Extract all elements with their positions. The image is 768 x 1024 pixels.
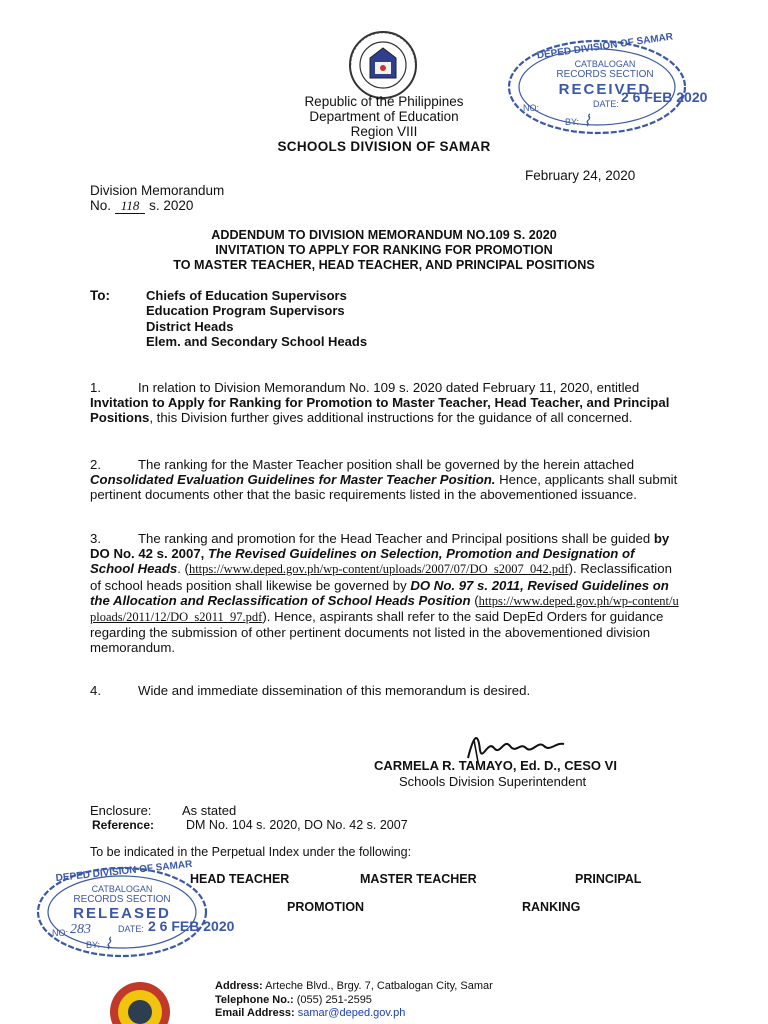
deped-seal-logo: [337, 30, 429, 100]
division-line: SCHOOLS DIVISION OF SAMAR: [277, 139, 491, 154]
received-stamp-by-label: BY:: [565, 117, 580, 127]
recipient-item: District Heads: [146, 318, 234, 334]
memo-number-suffix: s. 2020: [149, 198, 194, 213]
paragraph-number: 2.: [90, 457, 101, 472]
received-stamp-no-label: NO:: [523, 103, 540, 113]
paragraph-4: [90, 683, 690, 698]
paragraph-text: The ranking for the Master Teacher position shall be governed by the herein attached: [138, 457, 635, 472]
released-stamp-by-label: BY:: [86, 940, 101, 950]
paragraph-text: ). Hence, aspirants shall refer to the said DepEd Orders for guidance regarding the submission of other pertinent documents not listed in the abovementioned division memorandum.: [90, 609, 664, 656]
reference-label: Reference:: [92, 818, 155, 832]
deped-order-97-title: DO No. 97 s. 2011, Revised Guidelines on the Allocation and Reclassification of School Heads Position: [90, 577, 669, 608]
deped-order-title: The Revised Guidelines on Selection, Promotion and Designation of School Heads: [90, 546, 635, 577]
deped-order-97-link[interactable]: https://www.deped.gov.ph/wp-content/uploads/2011/12/DO_s2011_97.pdf: [90, 593, 679, 625]
received-stamp-date: 2 6 FEB 2020: [621, 89, 708, 105]
email-link[interactable]: samar@deped.gov.ph: [297, 1007, 406, 1019]
received-stamp-line1: DEPED DIVISION OF SAMAR: [536, 31, 674, 62]
memo-title: [0, 228, 768, 273]
released-stamp: [30, 858, 240, 962]
recipient-item: Chiefs of Education Supervisors: [146, 288, 347, 303]
phone-value: (055) 251-2595: [296, 993, 372, 1006]
enclosure-label: Enclosure:: [90, 803, 152, 818]
released-stamp-date: 2 6 FEB 2020: [148, 918, 235, 934]
referenced-title: Invitation to Apply for Ranking for Promotion to Master Teacher, Head Teacher, and Principal Positions: [90, 395, 670, 426]
signatory-position: Schools Division Superintendent: [399, 774, 587, 789]
paragraph-text: Hence, applicants shall submit pertinent documents other that the basic requirements listed in the abovementioned issuance.: [90, 472, 678, 503]
seal-text: [0, 0, 1, 1]
released-stamp-initials: ⌇: [104, 936, 112, 953]
department-line: Department of Education: [309, 109, 459, 124]
released-stamp-date-label: DATE:: [118, 924, 144, 934]
paragraph-1: [90, 380, 680, 426]
paragraph-text: (: [470, 592, 479, 608]
footer-contact: [215, 980, 493, 1021]
phone-label: Telephone No.:: [215, 993, 294, 1006]
title-line3: TO MASTER TEACHER, HEAD TEACHER, AND PRINCIPAL POSITIONS: [173, 258, 595, 272]
index-term-head-teacher: HEAD TEACHER: [190, 872, 290, 886]
paragraph-text: . (: [177, 561, 189, 577]
deped-order-ref: by DO No. 42 s. 2007,: [90, 531, 670, 562]
released-stamp-line1: DEPED DIVISION OF SAMAR: [55, 858, 193, 885]
received-stamp-line2: CATBALOGAN: [574, 59, 636, 69]
title-line1: ADDENDUM TO DIVISION MEMORANDUM NO.109 S. 2020: [211, 228, 557, 242]
paragraph-text: The ranking and promotion for the Head Teacher and Principal positions shall be guided: [138, 531, 654, 546]
paragraph-text: ). Reclassification of school heads position shall likewise be governed by: [90, 561, 672, 593]
enclosure-value: As stated: [182, 803, 237, 818]
deped-order-42-link[interactable]: https://www.deped.gov.ph/wp-content/uploads/2007/07/DO_s2007_042.pdf: [188, 562, 569, 577]
index-term-promotion: PROMOTION: [287, 900, 365, 914]
released-stamp-line2: CATBALOGAN: [91, 884, 153, 894]
paragraph-text: , this Division further gives additional instructions for the guidance of all concerned.: [149, 410, 633, 426]
received-stamp-initials: ⌇: [583, 113, 591, 130]
paragraph-3: [90, 531, 680, 656]
paragraph-2: [90, 457, 678, 503]
memo-number: [90, 198, 193, 214]
footer-email: [215, 1007, 493, 1021]
reference-value: DM No. 104 s. 2020, DO No. 42 s. 2007: [186, 818, 408, 832]
footer-phone: [215, 994, 493, 1008]
released-stamp-line4: RELEASED: [73, 905, 171, 922]
email-label: Email Address:: [215, 1007, 295, 1019]
memo-type: Division Memorandum: [90, 183, 225, 198]
address-value: Arteche Blvd., Brgy. 7, Catbalogan City, Samar: [265, 980, 493, 992]
memo-number-value: 118: [115, 198, 146, 214]
footer-address: [215, 980, 493, 994]
recipient-item: Education Program Supervisors: [146, 303, 345, 319]
region-line: Region VIII: [350, 124, 418, 139]
referenced-guidelines: Consolidated Evaluation Guidelines for Master Teacher Position.: [90, 472, 496, 488]
paragraph-text: In relation to Division Memorandum No. 109 s. 2020 dated February 11, 2020, entitled: [138, 380, 640, 395]
memo-number-prefix: No.: [90, 198, 112, 213]
received-stamp-date-label: DATE:: [593, 99, 619, 109]
index-term-principal: PRINCIPAL: [575, 872, 642, 886]
division-logo: [108, 980, 172, 1024]
paragraph-number: 4.: [90, 683, 101, 698]
signatory-name: CARMELA R. TAMAYO, Ed. D., CESO VI: [374, 758, 617, 773]
title-line2: INVITATION TO APPLY FOR RANKING FOR PROMOTION: [215, 243, 553, 257]
republic-line: Republic of the Philippines: [304, 94, 464, 109]
memo-date: February 24, 2020: [525, 168, 636, 183]
released-stamp-line3: RECORDS SECTION: [73, 894, 171, 905]
index-term-ranking: RANKING: [522, 900, 581, 914]
released-stamp-no-label: NO:: [52, 928, 69, 938]
paragraph-number: 3.: [90, 531, 101, 546]
index-intro: To be indicated in the Perpetual Index under the following:: [90, 845, 412, 859]
recipient-item: Elem. and Secondary School Heads: [146, 333, 368, 349]
recipient-list: [146, 288, 367, 349]
address-label: Address:: [215, 980, 263, 992]
released-stamp-no-value: 283: [70, 922, 91, 937]
paragraph-number: 1.: [90, 380, 101, 395]
index-term-master-teacher: MASTER TEACHER: [360, 872, 477, 886]
received-stamp: [505, 31, 708, 139]
received-stamp-line4: RECEIVED: [558, 81, 652, 98]
paragraph-text: Wide and immediate dissemination of this memorandum is desired.: [138, 683, 531, 698]
to-label: To:: [90, 288, 110, 303]
received-stamp-line3: RECORDS SECTION: [556, 69, 654, 80]
